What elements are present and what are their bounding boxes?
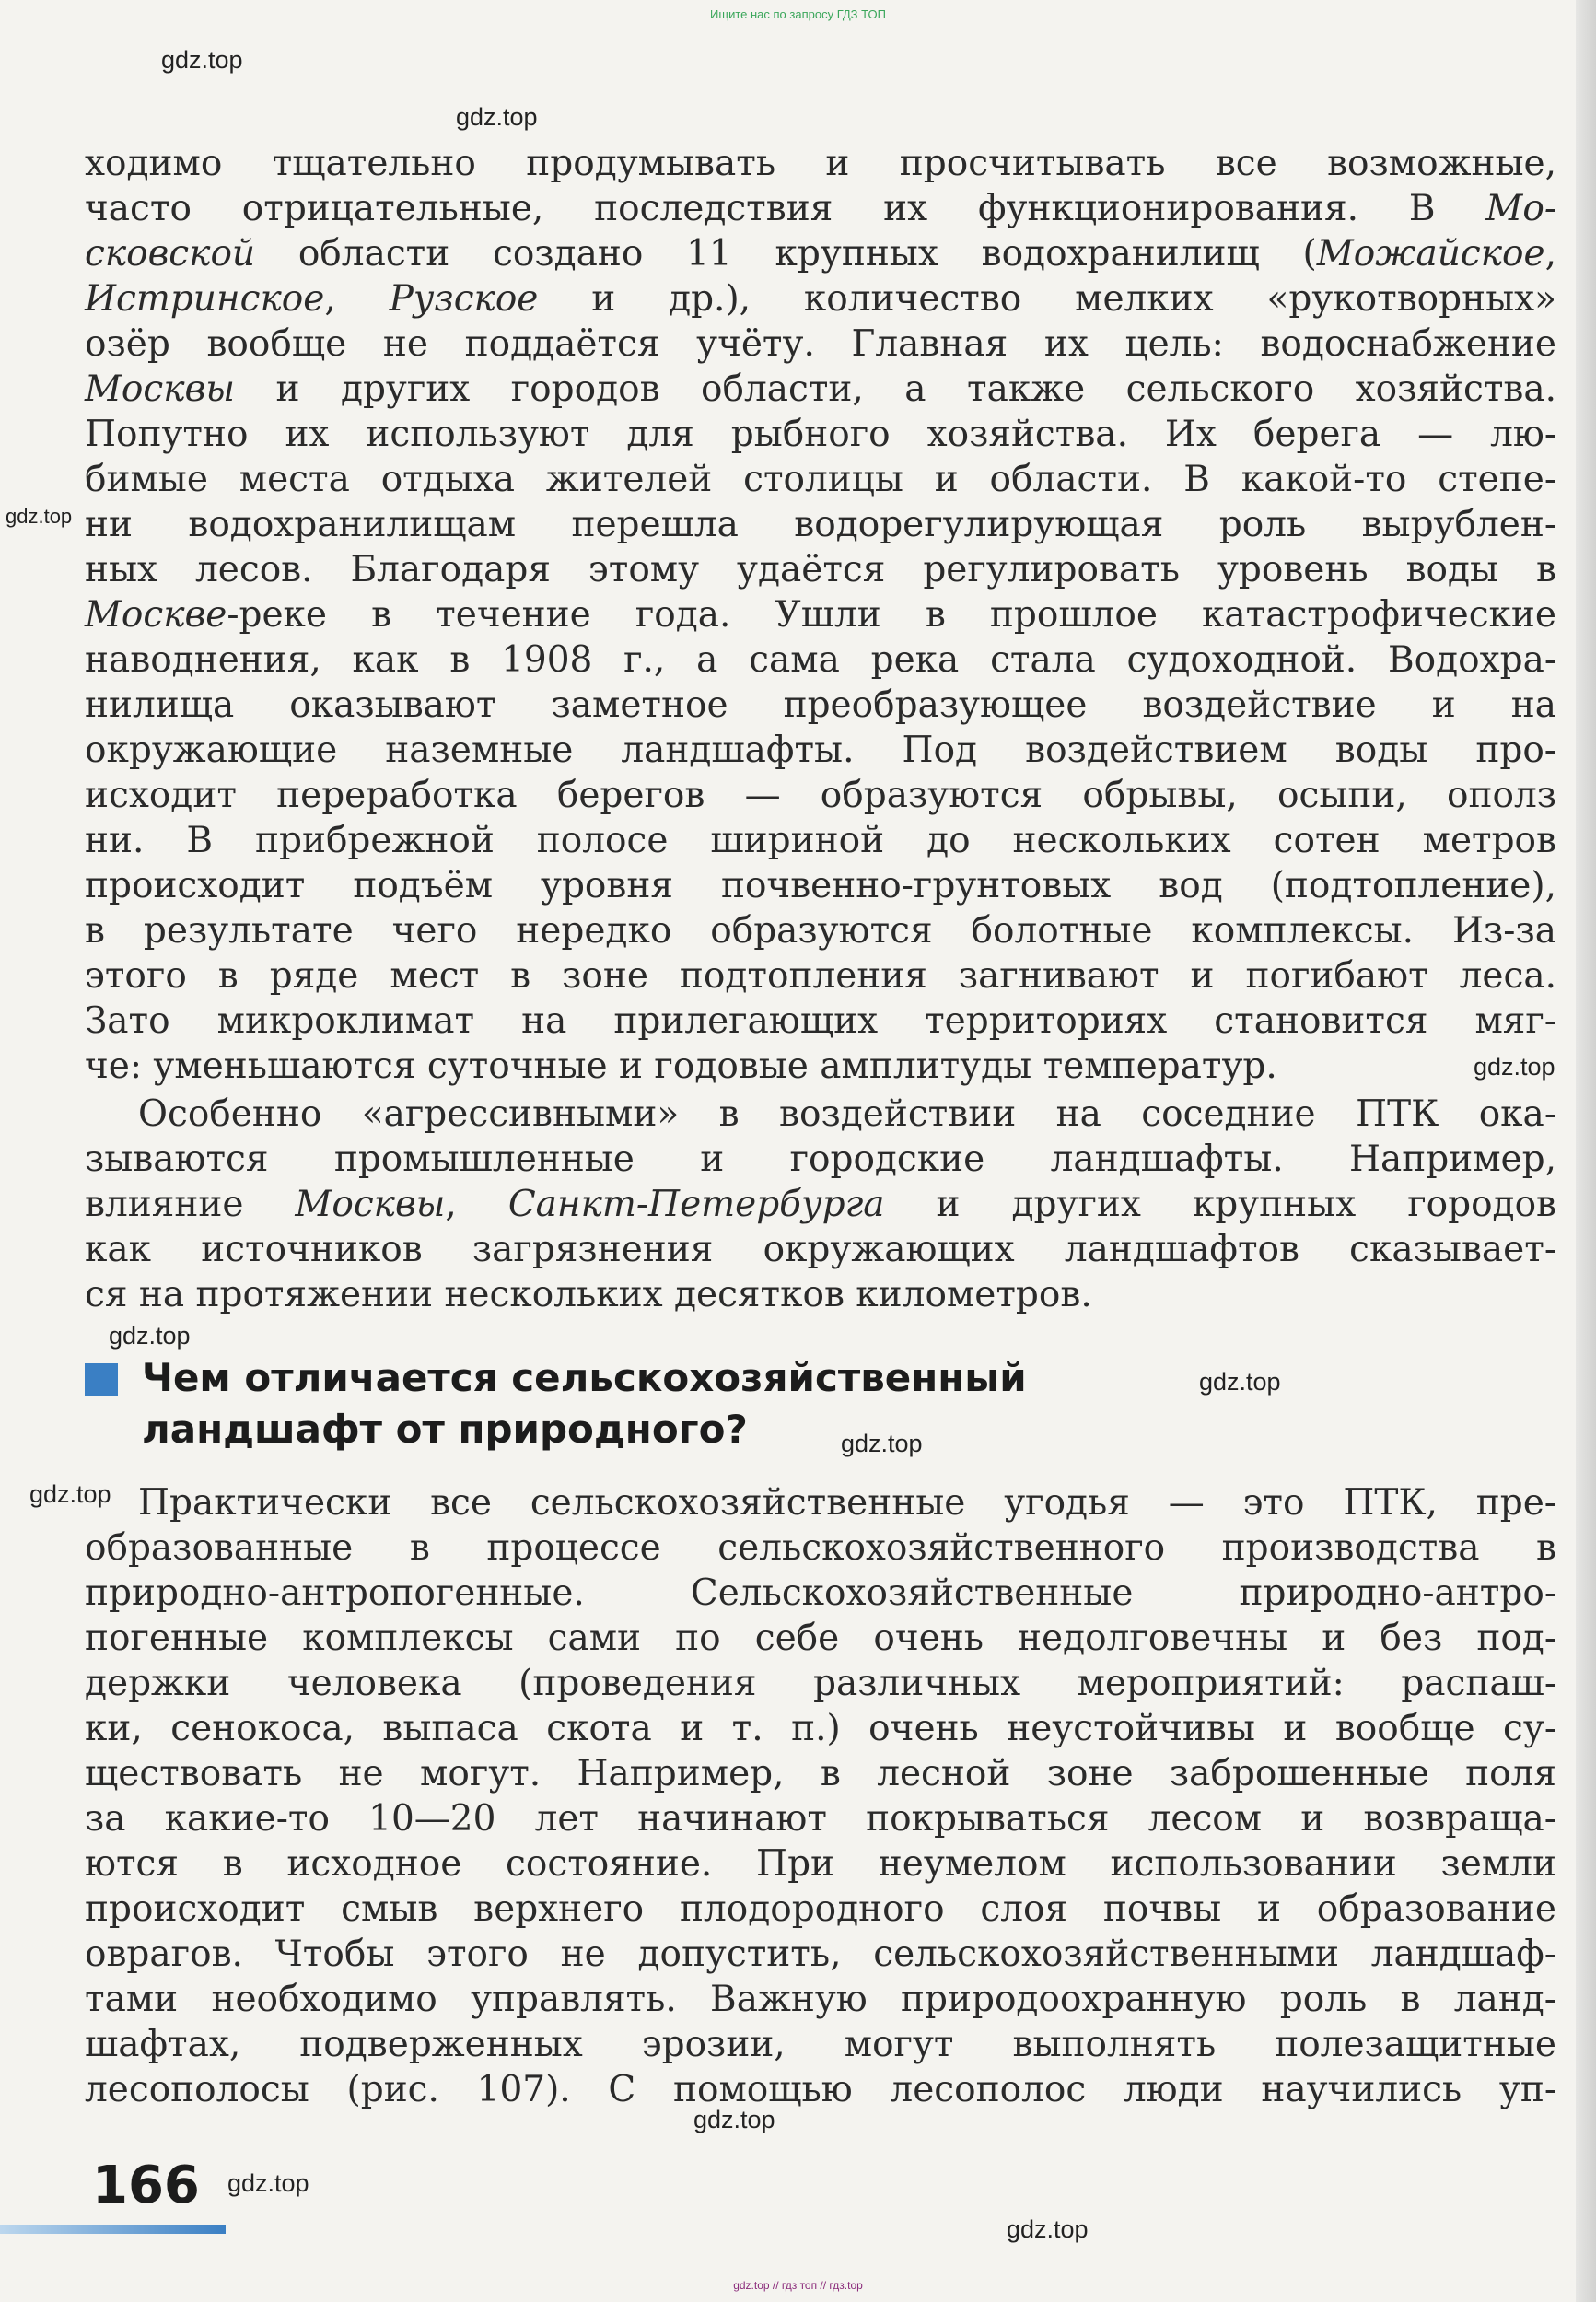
text-line: исходит переработка берегов — образуются обрывы, осыпи, ополз	[85, 775, 1556, 816]
text-line: лесополосы (рис. 107). С помощью лесополос люди научились уп-	[85, 2069, 1556, 2110]
text-line: происходит подъём уровня почвенно-грунтовых вод (подтопление),	[85, 865, 1556, 906]
text-line: ни водохранилищам перешла водорегулирующая роль вырублен-	[85, 504, 1556, 545]
watermark: gdz.top	[109, 1322, 191, 1350]
text-line: ходимо тщательно продумывать и просчитывать все возможные,	[85, 143, 1556, 184]
text-line: в результате чего нередко образуются болотные комплексы. Из-за	[85, 910, 1556, 952]
page-number-bar	[0, 2225, 226, 2234]
heading-line: Чем отличается сельскохозяйственный	[142, 1355, 1027, 1400]
text-line: озёр вообще не поддаётся учёту. Главная их цель: водоснабжение	[85, 323, 1556, 365]
text-line: Истринское, Рузское и др.), количество мелких «рукотворных»	[85, 278, 1557, 320]
text-line: за какие-то 10—20 лет начинают покрываться лесом и возвраща-	[85, 1798, 1556, 1840]
bottom-note[interactable]: gdz.top // гдз топ // гдз.top	[733, 2279, 863, 2292]
watermark: gdz.top	[1199, 1368, 1281, 1396]
heading-marker-icon	[85, 1363, 118, 1396]
text-line: Зато микроклимат на прилегающих территориях становится мяг-	[85, 1000, 1556, 1042]
text-line: наводнения, как в 1908 г., а сама река стала судоходной. Водохра-	[85, 639, 1556, 681]
text-line: ются в исходное состояние. При неумелом использовании земли	[85, 1843, 1556, 1885]
text-line: часто отрицательные, последствия их функционирования. В Мо-	[85, 188, 1556, 229]
text-line: че: уменьшаются суточные и годовые амплитуды температур.	[85, 1046, 1277, 1087]
watermark: gdz.top	[6, 505, 73, 528]
text-line: ных лесов. Благодаря этому удаётся регулировать уровень воды в	[85, 549, 1556, 590]
text-line: держки человека (проведения различных мероприятий: распаш-	[85, 1663, 1556, 1704]
heading-line: ландшафт от природного?	[142, 1407, 748, 1452]
page-edge	[1576, 0, 1596, 2302]
text-line: бимые места отдыха жителей столицы и области. В какой-то степе-	[85, 459, 1556, 500]
text-line: Москвы и других городов области, а также сельского хозяйства.	[85, 368, 1556, 410]
watermark: gdz.top	[227, 2169, 309, 2197]
text-line: Практически все сельскохозяйственные угодья — это ПТК, пре-	[138, 1482, 1556, 1524]
watermark: gdz.top	[161, 46, 243, 74]
text-line: природно-антропогенные. Сельскохозяйственные природно-антро-	[85, 1572, 1556, 1614]
text-line: Особенно «агрессивными» в воздействии на соседние ПТК ока-	[138, 1093, 1556, 1135]
watermark: gdz.top	[456, 103, 538, 131]
text-line: шафтах, подверженных эрозии, могут выполнять полезащитные	[85, 2024, 1556, 2065]
text-line: ни. В прибрежной полосе шириной до нескольких сотен метров	[85, 820, 1556, 861]
text-line: оврагов. Чтобы этого не допустить, сельскохозяйственными ландшаф-	[85, 1934, 1556, 1975]
text-line: влияние Москвы, Санкт-Петербурга и других крупных городов	[85, 1184, 1557, 1225]
watermark: gdz.top	[693, 2106, 775, 2133]
page-number: 166	[92, 2156, 200, 2215]
watermark: gdz.top	[841, 1430, 923, 1457]
watermark: gdz.top	[1007, 2215, 1089, 2243]
text-line: окружающие наземные ландшафты. Под воздействием воды про-	[85, 730, 1556, 771]
text-line: зываются промышленные и городские ландшафты. Например,	[85, 1139, 1556, 1180]
text-line: нилища оказывают заметное преобразующее воздействие и на	[85, 684, 1556, 726]
text-line: погенные комплексы сами по себе очень недолговечны и без под-	[85, 1618, 1556, 1659]
text-line: ся на протяжении нескольких десятков километров.	[85, 1274, 1092, 1315]
paragraph	[85, 1480, 1556, 2112]
text-line: тами необходимо управлять. Важную природоохранную роль в ланд-	[85, 1979, 1556, 2020]
watermark: gdz.top	[1474, 1053, 1555, 1081]
text-line: Попутно их используют для рыбного хозяйства. Их берега — лю-	[85, 414, 1556, 455]
paragraph	[85, 1092, 1556, 1317]
top-note[interactable]: Ищите нас по запросу ГДЗ ТОП	[710, 7, 886, 21]
text-line: Москве-реке в течение года. Ушли в прошлое катастрофические	[85, 594, 1556, 636]
watermark: gdz.top	[29, 1480, 111, 1508]
text-line: ществовать не могут. Например, в лесной зоне заброшенные поля	[85, 1753, 1556, 1794]
text-line: этого в ряде мест в зоне подтопления загнивают и погибают леса.	[85, 955, 1556, 997]
text-line: как источников загрязнения окружающих ландшафтов сказывает-	[85, 1229, 1556, 1270]
paragraph-continuation	[85, 141, 1556, 1089]
text-line: сковской области создано 11 крупных водохранилищ (Можайское,	[85, 233, 1556, 275]
text-line: ки, сенокоса, выпаса скота и т. п.) очень неустойчивы и вообще су-	[85, 1708, 1556, 1749]
text-line: происходит смыв верхнего плодородного слоя почвы и образование	[85, 1888, 1556, 1930]
text-line: образованные в процессе сельскохозяйственного производства в	[85, 1527, 1556, 1569]
